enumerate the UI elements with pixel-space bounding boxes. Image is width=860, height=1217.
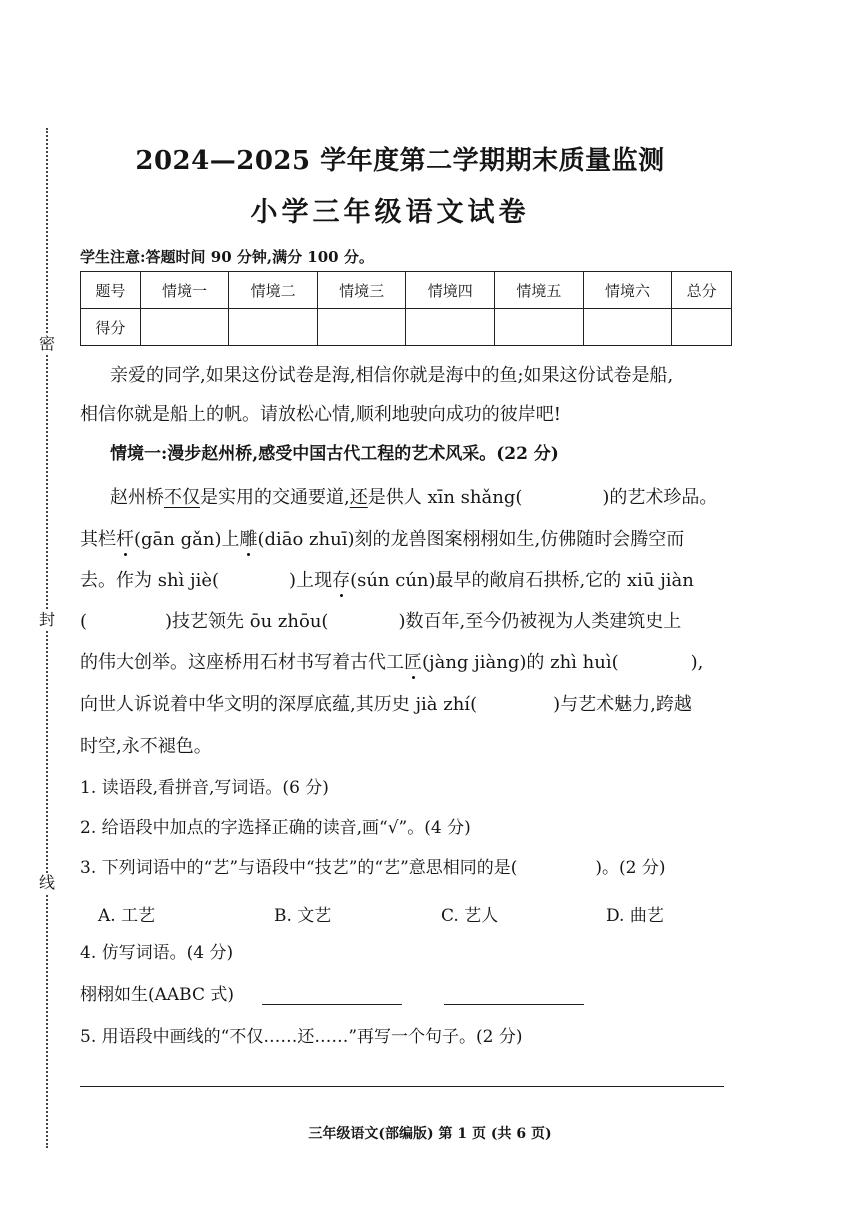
score-cell[interactable] [495,309,584,346]
score-header-cell: 情境四 [406,272,495,309]
passage-line-7: 时空,永不褪色。 [80,736,212,757]
binding-dotted-line [46,128,48,1148]
underlined-buji: 不仅 [164,487,200,508]
score-cell[interactable] [229,309,318,346]
exam-title: 2024—2025 学年度第二学期期末质量监测 [135,146,665,176]
question-2: 2. 给语段中加点的字选择正确的读音,画“√”。(4 分) [80,818,471,838]
question-3: 3. 下列词语中的“艺”与语段中“技艺”的“艺”意思相同的是( )。(2 分) [80,858,666,878]
question-4-prompt: 栩栩如生(AABC 式) [80,985,235,1005]
binding-label-mi: 密 [38,334,55,353]
score-cell[interactable] [317,309,406,346]
passage-line-3: 去。作为 shì jiè( )上现存(sún cún)最早的敞肩石拱桥,它的 xiū jiàn [80,570,694,591]
dotted-char: 匠 [404,652,422,673]
intro-line-2: 相信你就是船上的帆。请放松心情,顺利地驶向成功的彼岸吧! [80,404,561,425]
score-header-cell: 题号 [81,272,141,309]
question-5: 5. 用语段中画线的“不仅……还……”再写一个句子。(2 分) [80,1027,523,1047]
intro-line-1: 亲爱的同学,如果这份试卷是海,相信你就是海中的鱼;如果这份试卷是船, [110,365,674,386]
q3-option-d[interactable]: D. 曲艺 [606,906,664,926]
answer-line[interactable] [262,1004,402,1005]
question-1: 1. 读语段,看拼音,写词语。(6 分) [80,778,329,798]
underlined-hai: 还 [349,487,368,508]
score-row-label: 得分 [81,309,141,346]
score-header-cell: 总分 [672,272,732,309]
dotted-char: 雕 [239,529,258,550]
score-cell[interactable] [140,309,229,346]
passage-line-4: ( )技艺领先 ōu zhōu( )数百年,至今仍被视为人类建筑史上 [80,611,682,632]
score-header-cell: 情境五 [495,272,584,309]
q3-option-b[interactable]: B. 文艺 [274,906,332,926]
score-header-cell: 情境一 [140,272,229,309]
passage-line-5: 的伟大创举。这座桥用石材书写着古代工匠(jàng jiàng)的 zhì huì( ), [80,652,704,673]
score-cell[interactable] [583,309,672,346]
score-cell[interactable] [672,309,732,346]
question-4: 4. 仿写词语。(4 分) [80,943,234,963]
exam-subtitle: 小学三年级语文试卷 [250,197,530,228]
passage-line-6: 向世人诉说着中华文明的深厚底蕴,其历史 jià zhí( )与艺术魅力,跨越 [80,694,692,715]
score-table [80,271,732,346]
passage-line-2: 其栏杆(gān gǎn)上雕(diāo zhuī)刻的龙兽图案栩栩如生,仿佛随时会腾空而 [80,529,685,550]
score-header-cell: 情境三 [317,272,406,309]
section1-heading: 情境一:漫步赵州桥,感受中国古代工程的艺术风采。(22 分) [110,444,559,464]
score-table-header-row [81,272,732,309]
binding-label-xian: 线 [38,873,55,892]
dotted-char: 杆 [116,529,134,550]
score-header-cell: 情境六 [583,272,672,309]
student-notice: 学生注意:答题时间 90 分钟,满分 100 分。 [80,248,374,266]
score-table-score-row [81,309,732,346]
passage-line-1: 赵州桥不仅是实用的交通要道,还是供人 xīn shǎng( )的艺术珍品。 [110,487,718,508]
dotted-char: 存 [332,570,351,591]
score-header-cell: 情境二 [229,272,318,309]
q3-option-c[interactable]: C. 艺人 [441,906,499,926]
answer-line[interactable] [444,1004,584,1005]
answer-line-long[interactable] [80,1086,724,1087]
score-cell[interactable] [406,309,495,346]
page-footer: 三年级语文(部编版) 第 1 页 (共 6 页) [308,1126,552,1142]
q3-option-a[interactable]: A. 工艺 [98,906,156,926]
binding-label-feng: 封 [38,610,55,629]
